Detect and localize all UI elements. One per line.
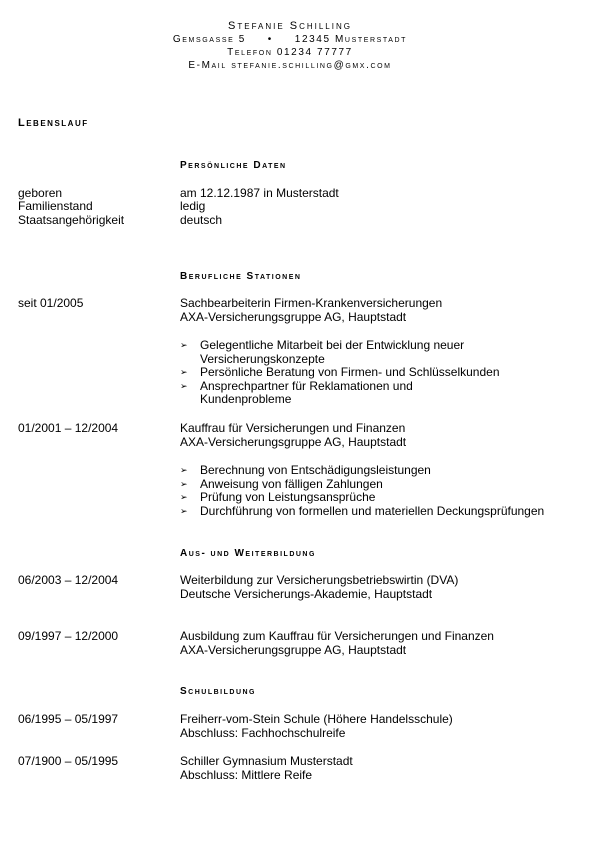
phone-line: Telefon 01234 77777 <box>227 47 353 58</box>
career-position: Sachbearbeiterin Firmen-Krankenversicherungen <box>180 296 443 310</box>
applicant-name: Stefanie Schilling <box>228 20 352 32</box>
career-period: seit 01/2005 <box>18 296 84 310</box>
email-line: E-Mail stefanie.schilling@gmx.com <box>188 60 392 71</box>
education-institution: Deutsche Versicherungs-Akademie, Hauptstadt <box>180 587 433 601</box>
value-marital-status: ledig <box>180 199 206 213</box>
career-position: Kauffrau für Versicherungen und Finanzen <box>180 421 406 435</box>
school-period: 07/1900 – 05/1995 <box>18 754 119 768</box>
school-name: Freiherr-vom-Stein Schule (Höhere Handelsschule) <box>180 712 453 726</box>
label-nationality: Staatsangehörigkeit <box>18 213 125 227</box>
arrow-bullet-icon: ➢ <box>180 340 188 350</box>
arrow-bullet-icon: ➢ <box>180 367 188 377</box>
arrow-bullet-icon: ➢ <box>180 380 188 391</box>
value-nationality: deutsch <box>180 213 223 227</box>
label-marital-status: Familienstand <box>18 199 93 213</box>
contact-header <box>0 20 580 72</box>
arrow-bullet-icon: ➢ <box>180 505 188 516</box>
list-item: ➢ Ansprechpartner für Reklamationen und Kundenprobleme <box>180 378 413 406</box>
education-period: 06/2003 – 12/2004 <box>18 573 119 587</box>
school-name: Schiller Gymnasium Musterstadt <box>180 754 353 768</box>
section-heading-education: Aus- und Weiterbildung <box>180 548 316 559</box>
list-item: ➢ Persönliche Beratung von Firmen- und Schlüsselkunden <box>180 365 500 379</box>
career-task-list <box>180 464 580 518</box>
arrow-bullet-icon: ➢ <box>180 492 188 502</box>
address-line: Gemsgasse 5 • 12345 Musterstadt <box>172 34 408 45</box>
arrow-bullet-icon: ➢ <box>180 478 188 489</box>
document-title: Lebenslauf <box>18 117 89 129</box>
career-task-list <box>180 339 500 407</box>
section-heading-personal: Persönliche Daten <box>180 160 287 171</box>
education-institution: AXA-Versicherungsgruppe AG, Hauptstadt <box>180 643 407 657</box>
career-company: AXA-Versicherungsgruppe AG, Hauptstadt <box>180 435 407 449</box>
education-period: 09/1997 – 12/2000 <box>18 629 119 643</box>
list-item: ➢ Gelegentliche Mitarbeit bei der Entwicklung neuer Versicherungskonzepte <box>180 338 465 366</box>
school-degree: Abschluss: Fachhochschulreife <box>180 726 346 740</box>
list-item: ➢ Anweisung von fälligen Zahlungen <box>180 476 383 491</box>
list-item: ➢ Berechnung von Entschädigungsleistungen <box>180 463 431 477</box>
label-born: geboren <box>18 186 63 200</box>
value-born: am 12.12.1987 in Musterstadt <box>180 186 339 200</box>
school-period: 06/1995 – 05/1997 <box>18 712 119 726</box>
school-degree: Abschluss: Mittlere Reife <box>180 768 313 782</box>
list-item: ➢ Durchführung von formellen und materiellen Deckungsprüfungen <box>180 503 545 518</box>
career-company: AXA-Versicherungsgruppe AG, Hauptstadt <box>180 310 407 324</box>
career-period: 01/2001 – 12/2004 <box>18 421 119 435</box>
section-heading-career: Berufliche Stationen <box>180 271 302 282</box>
education-title: Weiterbildung zur Versicherungsbetriebswirtin (DVA) <box>180 573 459 587</box>
arrow-bullet-icon: ➢ <box>180 465 188 475</box>
list-item: ➢ Prüfung von Leistungsansprüche <box>180 490 376 504</box>
section-heading-school: Schulbildung <box>180 686 256 697</box>
education-title: Ausbildung zum Kauffrau für Versicherungen und Finanzen <box>180 629 494 643</box>
